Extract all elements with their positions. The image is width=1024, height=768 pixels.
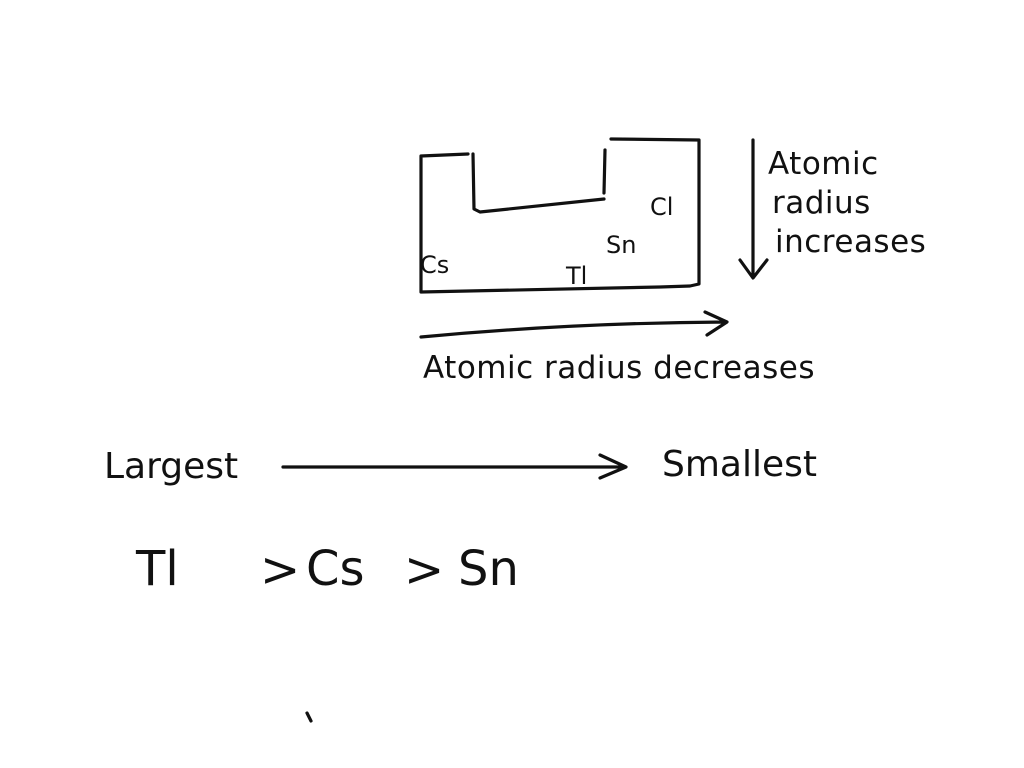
vertical-trend-line1: Atomic xyxy=(768,146,879,182)
horizontal-trend-label: Atomic radius decreases xyxy=(423,350,815,386)
periodic-table-left-notch xyxy=(473,154,604,212)
element-sn: Sn xyxy=(606,231,637,259)
periodic-table-right-notch xyxy=(604,150,605,193)
element-cl: Cl xyxy=(650,193,674,221)
element-cs: Cs xyxy=(420,251,450,279)
smallest-label: Smallest xyxy=(662,444,818,485)
rank-first: Tl xyxy=(136,541,179,597)
stray-mark xyxy=(307,713,311,721)
rank-separator-1: > xyxy=(260,542,301,598)
down-arrow-icon xyxy=(740,140,767,278)
rank-second: Cs xyxy=(306,541,365,597)
order-arrow-icon xyxy=(283,455,626,478)
rank-third: Sn xyxy=(458,541,519,597)
vertical-trend-line3: increases xyxy=(775,224,927,260)
right-arrow-icon xyxy=(421,312,727,337)
rank-separator-2: > xyxy=(404,542,445,598)
element-tl: Tl xyxy=(566,262,588,290)
vertical-trend-line2: radius xyxy=(772,185,871,221)
largest-label: Largest xyxy=(104,446,239,487)
